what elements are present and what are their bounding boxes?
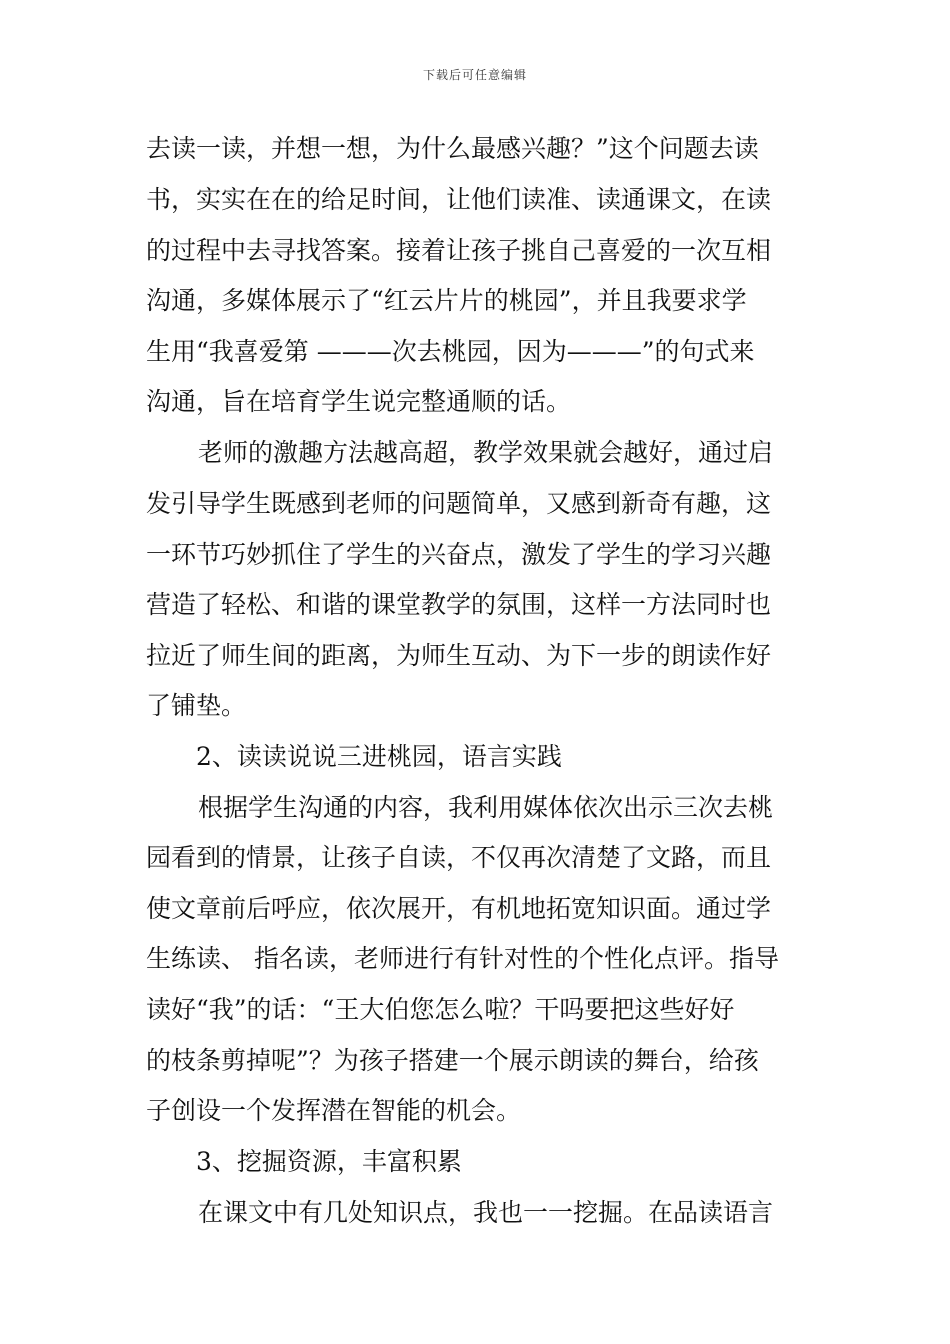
text-line: 沟通，旨在培育学生说完整通顺的话。 <box>146 387 572 416</box>
text-line: 拉近了师生间的距离，为师生互动、为下一步的朗读作好 <box>146 641 772 670</box>
text-line: 子创设一个发挥潜在智能的机会。 <box>146 1096 522 1125</box>
text-line: 去读一读，并想一想，为什么最感兴趣？”这个问题去读 <box>146 134 759 163</box>
section-heading: 3、挖掘资源，丰富积累 <box>196 1147 462 1176</box>
page-header: 下载后可任意编辑 <box>422 68 527 82</box>
text-line: 了铺垫。 <box>146 691 247 720</box>
text-line: 的过程中去寻找答案。接着让孩子挑自己喜爱的一次互相 <box>146 236 772 265</box>
text-line: 生用“我喜爱第 ———次去桃园，因为———”的句式来 <box>146 337 755 366</box>
text-line: 营造了轻松、和谐的课堂教学的氛围，这样一方法同时也 <box>146 590 772 619</box>
text-line: 生练读、 指名读，老师进行有针对性的个性化点评。指导 <box>146 944 779 973</box>
text-line: 读好“我”的话：“王大伯您怎么啦？干吗要把这些好好 <box>146 995 735 1024</box>
text-line: 一环节巧妙抓住了学生的兴奋点，激发了学生的学习兴趣 <box>146 540 772 569</box>
text-line: 园看到的情景，让孩子自读，不仅再次清楚了文路，而且 <box>146 843 772 872</box>
text-line: 根据学生沟通的内容，我利用媒体依次出示三次去桃 <box>198 793 774 822</box>
section-heading: 2、读读说说三进桃园，语言实践 <box>196 742 562 771</box>
text-line: 发引导学生既感到老师的问题简单，又感到新奇有趣，这 <box>146 489 772 518</box>
text-line: 沟通，多媒体展示了“红云片片的桃园”，并且我要求学 <box>146 286 747 315</box>
text-line: 老师的激趣方法越高超，教学效果就会越好，通过启 <box>198 438 774 467</box>
text-line: 的枝条剪掉呢”？为孩子搭建一个展示朗读的舞台，给孩 <box>146 1046 759 1075</box>
text-line: 在课文中有几处知识点，我也一一挖掘。在品读语言 <box>198 1198 774 1227</box>
text-line: 书，实实在在的给足时间，让他们读准、读通课文，在读 <box>146 185 772 214</box>
text-line: 使文章前后呼应，依次展开，有机地拓宽知识面。通过学 <box>146 894 772 923</box>
